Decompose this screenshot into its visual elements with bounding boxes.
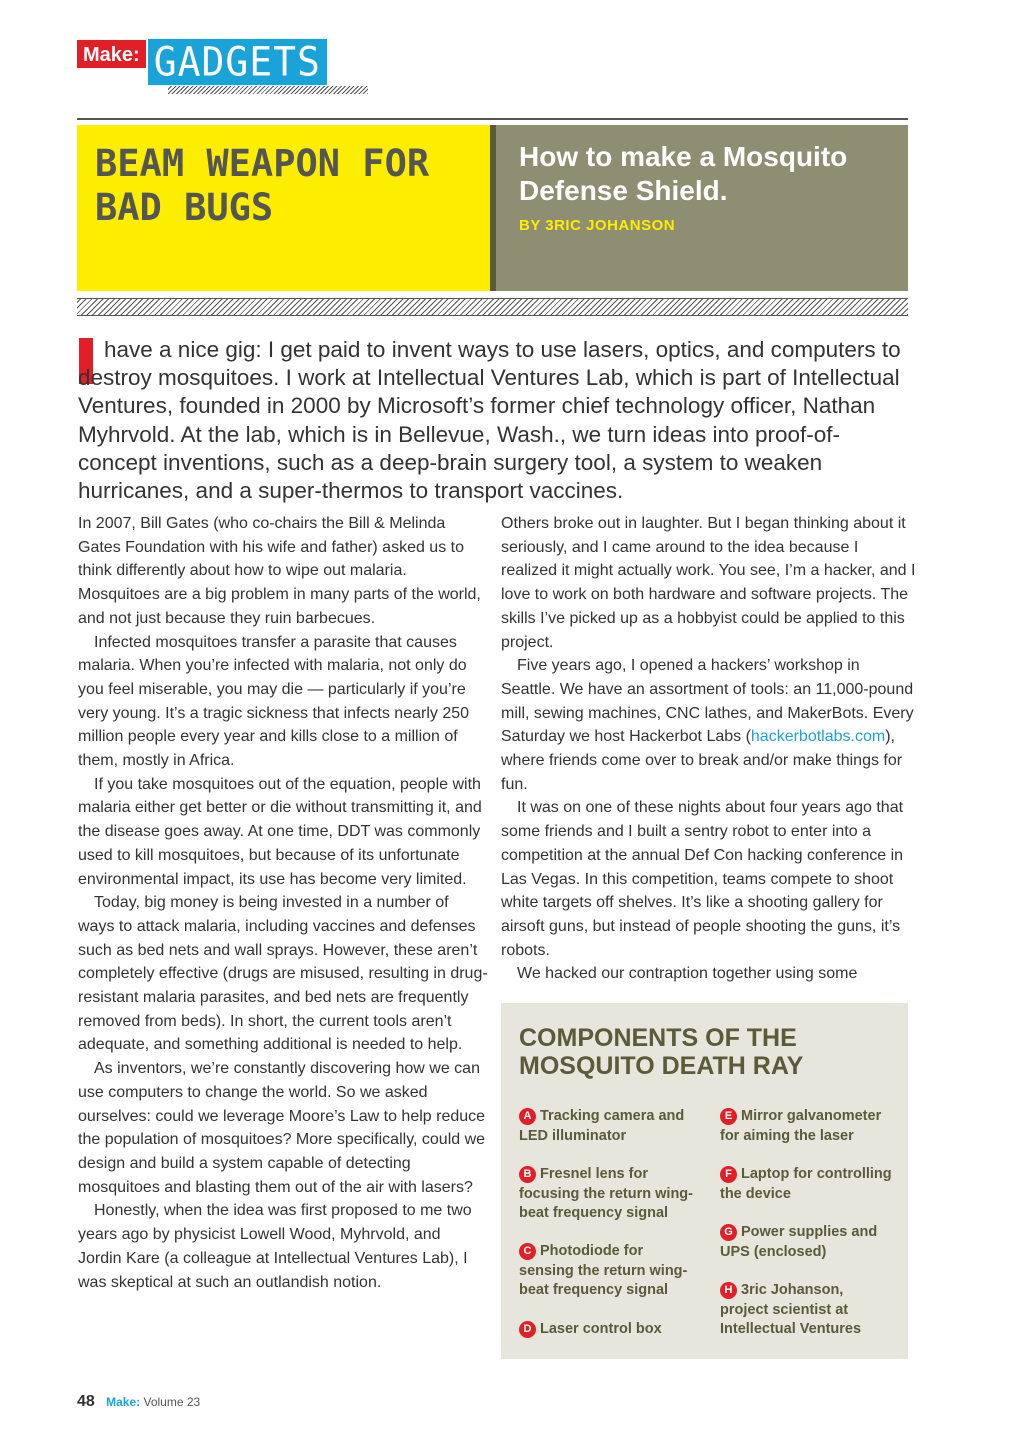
component-badge: A — [519, 1108, 536, 1125]
component-label: 3ric Johanson, project scientist at Intellectual Ventures — [720, 1282, 862, 1337]
body-paragraph: In 2007, Bill Gates (who co-chairs the Bill & Melinda Gates Foundation with his wife and father) asked us to think differently about how to wipe out malaria. Mosquitoes are a big problem in many parts of the world, and not just because they ruin barbecues. — [78, 515, 481, 627]
hatch-divider — [77, 298, 908, 316]
body-paragraph: Infected mosquitoes transfer a parasite that causes malaria. When you’re infected with malaria, not only do you feel miserable, you may die — particularly if you’re very young. It’s a tragic sickness that infects nearly 250 million people every year and kills close to a million of them, mostly in Africa. — [78, 633, 470, 770]
component-item — [720, 1281, 890, 1340]
component-label: Laptop for controlling the device — [720, 1166, 892, 1202]
component-badge: D — [519, 1321, 536, 1338]
top-rule — [77, 118, 908, 120]
body-paragraph: We hacked our contraption together using some — [517, 965, 858, 983]
component-item — [519, 1165, 697, 1224]
component-item — [519, 1320, 697, 1340]
component-item — [519, 1107, 694, 1146]
component-badge: H — [720, 1282, 737, 1299]
body-paragraph: It was on one of these nights about four years ago that some friends and I built a sentry robot to enter into a competition at the annual Def Con hacking conference in Las Vegas. In this competition, teams compete to shoot white targets off shelves. It’s like a shooting gallery for airsoft guns, but instead of people shooting the guns, it’s robots. — [501, 799, 904, 959]
component-item — [519, 1242, 697, 1301]
component-badge: F — [720, 1166, 737, 1183]
body-paragraph: As inventors, we’re constantly discovering how we can use computers to change the world. So we asked ourselves: could we leverage Moore’s Law to help reduce the population of mosquitoes? More specifically, could we design and build a system capable of detecting mosquitoes and blasting them out of the air with lasers? — [78, 1060, 486, 1196]
component-badge: C — [519, 1243, 536, 1260]
component-label: Tracking camera and LED illuminator — [519, 1108, 685, 1144]
body-column-left — [78, 512, 488, 1294]
byline: BY 3RIC JOHANSON — [519, 217, 676, 234]
make-logo: Make: — [77, 40, 146, 68]
page-footer — [77, 1393, 200, 1411]
section-label: GADGETS — [148, 39, 327, 85]
footer-brand: Make: — [106, 1395, 141, 1409]
page-number: 48 — [77, 1393, 95, 1410]
body-paragraph: If you take mosquitoes out of the equation, people with malaria either get better or die without transmitting it, and the disease goes away. At one time, DDT was commonly used to kill mosquitoes, but because of its unfortunate environmental impact, its use has become very limited. — [78, 775, 482, 888]
body-column-right — [501, 512, 916, 986]
component-label: Photodiode for sensing the return wing-beat frequency signal — [519, 1243, 688, 1298]
component-label: Fresnel lens for focusing the return wing-beat frequency signal — [519, 1166, 693, 1221]
component-badge: G — [720, 1224, 737, 1241]
section-logo — [77, 40, 327, 84]
component-badge: E — [720, 1108, 737, 1125]
body-text: Five years ago, I opened a hackers’ workshop in Seattle. We have an assortment of tools: an 11,000-pound mill, sewing machines, CNC lathes, and MakerBots. Every Saturday we host Hackerbot Labs ( — [501, 657, 914, 746]
lead-text: have a nice gig: I get paid to invent ways to use lasers, optics, and computers to destroy mosquitoes. I work at Intellectual Ventures Lab, which is part of Intellectual Ventures, founded in 2000 by Microsoft’s former chief technology officer, Nathan Myhrvold. At the lab, which is in Bellevue, Wash., we turn ideas into proof-of-concept inventions, such as a deep-brain surgery tool, a system to weaken hurricanes, and a super-thermos to transport vaccines. — [78, 337, 901, 504]
body-paragraph: Today, big money is being invested in a number of ways to attack malaria, including vaccines and defenses such as bed nets and wall sprays. However, these aren’t completely effective (drugs are misused, resulting in drug-resistant malaria parasites, and bed nets are frequently removed from beds). In short, the current tools aren’t adequate, and something additional is needed to help. — [78, 894, 488, 1054]
body-text: ), where friends come over to break and/or make things for fun. — [501, 728, 903, 793]
logo-hatch-decoration — [168, 86, 368, 94]
component-item — [720, 1107, 900, 1146]
lead-paragraph — [78, 336, 913, 505]
component-item — [720, 1223, 900, 1262]
component-item — [720, 1165, 900, 1204]
article-title: BEAM WEAPON FOR BAD BUGS — [95, 142, 430, 229]
hackerbotlabs-link[interactable]: hackerbotlabs.com — [750, 728, 886, 746]
footer-volume: Volume 23 — [143, 1395, 201, 1409]
body-paragraph: Others broke out in laughter. But I began thinking about it seriously, and I came around to the idea because I realized it might actually work. You see, I’m a hacker, and I love to work on both hardware and software projects. The skills I’ve picked up as a hobbyist could be applied to this project. — [501, 515, 916, 651]
component-label: Power supplies and UPS (enclosed) — [720, 1224, 878, 1260]
component-label: Mirror galvanometer for aiming the laser — [720, 1108, 882, 1144]
body-paragraph — [501, 654, 916, 796]
component-badge: B — [519, 1166, 536, 1183]
sidebar-title: COMPONENTS OF THE MOSQUITO DEATH RAY — [519, 1024, 804, 1080]
component-label: Laser control box — [540, 1321, 662, 1337]
article-subtitle: How to make a Mosquito Defense Shield. — [519, 141, 848, 206]
body-paragraph: Honestly, when the idea was first proposed to me two years ago by physicist Lowell Wood, Myhrvold, and Jordin Kare (a colleague at Intellectual Ventures Lab), I was skeptical at such an outlandish notion. — [78, 1202, 472, 1291]
